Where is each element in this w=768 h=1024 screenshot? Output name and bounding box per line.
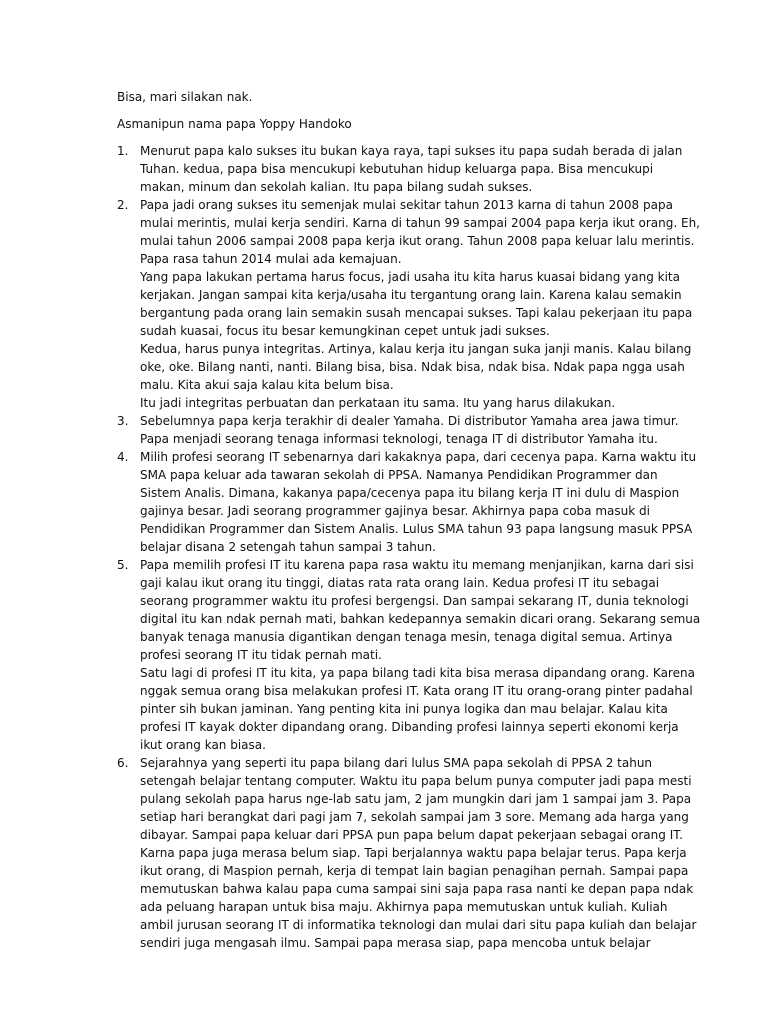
text-line: ikut orang, di Maspion pernah, kerja di tempat lain bagian penagihan pernah. Sampai papa <box>140 864 689 878</box>
text-line: Pendidikan Programmer dan Sistem Analis. Lulus SMA tahun 93 papa langsung masuk PPSA <box>140 522 693 536</box>
text-line: oke, oke. Bilang nanti, nanti. Bilang bisa, bisa. Ndak bisa, ndak bisa. Ndak papa ngga usah <box>140 360 685 374</box>
text-line: setiap hari berangkat dari pagi jam 7, sekolah sampai jam 3 sore. Memang ada harga yang <box>140 810 689 824</box>
text-line: digital itu kan ndak pernah mati, bahkan kedepannya semakin dicari orang. Sekarang semua <box>140 612 701 626</box>
text-line: makan, minum dan sekolah kalian. Itu papa bilang sudah sukses. <box>140 180 533 194</box>
list-item <box>117 556 757 754</box>
numbered-list <box>117 142 757 952</box>
list-item-number: 3. <box>117 414 129 428</box>
text-line: Papa rasa tahun 2014 mulai ada kemajuan. <box>140 252 402 266</box>
text-line: Sejarahnya yang seperti itu papa bilang dari lulus SMA papa sekolah di PPSA 2 tahun <box>140 756 653 770</box>
text-line: ada peluang harapan untuk bisa maju. Akhirnya papa memutuskan untuk kuliah. Kuliah <box>140 900 668 914</box>
text-line: Sebelumnya papa kerja terakhir di dealer Yamaha. Di distributor Yamaha area jawa timur. <box>140 414 679 428</box>
text-line: sudah kuasai, focus itu besar kemungkinan cepet untuk jadi sukses. <box>140 324 550 338</box>
greeting-paragraph: Bisa, mari silakan nak. <box>117 90 253 104</box>
text-line: malu. Kita akui saja kalau kita belum bisa. <box>140 378 394 392</box>
list-item-number: 4. <box>117 450 129 464</box>
text-line: banyak tenaga manusia digantikan dengan tenaga mesin, tenaga digital semua. Artinya <box>140 630 673 644</box>
text-line: ambil jurusan seorang IT di informatika teknologi dan mulai dari situ papa kuliah dan belajar <box>140 918 697 932</box>
text-line: dibayar. Sampai papa keluar dari PPSA pun papa belum dapat pekerjaan sebagai orang IT. <box>140 828 683 842</box>
list-item-number: 2. <box>117 198 129 212</box>
text-line: mulai tahun 2006 sampai 2008 papa kerja ikut orang. Tahun 2008 papa keluar lalu merintis. <box>140 234 695 248</box>
text-line: profesi IT kayak dokter dipandang orang. Dibanding profesi lainnya seperti ekonomi kerja <box>140 720 679 734</box>
text-line: Tuhan. kedua, papa bisa mencukupi kebutuhan hidup keluarga papa. Bisa mencukupi <box>140 162 654 176</box>
list-item-body <box>140 412 679 448</box>
list-item-body <box>140 556 700 754</box>
text-line: pulang sekolah papa harus nge-lab satu jam, 2 jam mungkin dari jam 1 sampai jam 3. Papa <box>140 792 692 806</box>
list-item-body <box>140 448 696 556</box>
list-item-body <box>140 142 682 196</box>
text-line: mulai merintis, mulai kerja sendiri. Karna di tahun 99 sampai 2004 papa kerja ikut orang. Eh, <box>140 216 700 230</box>
list-item <box>117 754 757 952</box>
text-line: Yang papa lakukan pertama harus focus, jadi usaha itu kita harus kuasai bidang yang kita <box>140 270 680 284</box>
name-paragraph: Asmanipun nama papa Yoppy Handoko <box>117 117 352 131</box>
text-line: ikut orang kan biasa. <box>140 738 266 752</box>
text-line: bergantung pada orang lain semakin susah mencapai sukses. Tapi kalau pekerjaan itu papa <box>140 306 693 320</box>
text-line: Papa memilih profesi IT itu karena papa rasa waktu itu memang menjanjikan, karna dari sisi <box>140 558 694 572</box>
text-line: seorang programmer waktu itu profesi bergengsi. Dan sampai sekarang IT, dunia teknologi <box>140 594 689 608</box>
list-item <box>117 142 757 196</box>
text-line: Milih profesi seorang IT sebenarnya dari kakaknya papa, dari cecenya papa. Karna waktu itu <box>140 450 697 464</box>
text-line: Sistem Analis. Dimana, kakanya papa/cecenya papa itu bilang kerja IT ini dulu di Maspion <box>140 486 680 500</box>
list-item-number: 6. <box>117 756 129 770</box>
text-line: sendiri juga mengasah ilmu. Sampai papa merasa siap, papa mencoba untuk belajar <box>140 936 651 950</box>
text-line: setengah belajar tentang computer. Waktu itu papa belum punya computer jadi papa mesti <box>140 774 692 788</box>
text-line: gajinya besar. Jadi seorang programmer gajinya besar. Akhirnya papa coba masuk di <box>140 504 650 518</box>
list-item <box>117 412 757 448</box>
text-line: Papa menjadi seorang tenaga informasi teknologi, tenaga IT di distributor Yamaha itu. <box>140 432 658 446</box>
text-line: gaji kalau ikut orang itu tinggi, diatas rata rata orang lain. Kedua profesi IT itu sebagai <box>140 576 660 590</box>
text-line: memutuskan bahwa kalau papa cuma sampai sini saja papa rasa nanti ke depan papa ndak <box>140 882 694 896</box>
list-item-body <box>140 196 700 412</box>
text-line: SMA papa keluar ada tawaran sekolah di PPSA. Namanya Pendidikan Programmer dan <box>140 468 658 482</box>
text-line: profesi seorang IT itu tidak pernah mati. <box>140 648 382 662</box>
list-item <box>117 448 757 556</box>
text-line: Itu jadi integritas perbuatan dan perkataan itu sama. Itu yang harus dilakukan. <box>140 396 616 410</box>
list-item <box>117 196 757 412</box>
text-line: belajar disana 2 setengah tahun sampai 3 tahun. <box>140 540 436 554</box>
list-item-number: 1. <box>117 144 129 158</box>
text-line: Satu lagi di profesi IT itu kita, ya papa bilang tadi kita bisa merasa dipandang orang. Karena <box>140 666 695 680</box>
text-line: nggak semua orang bisa melakukan profesi IT. Kata orang IT itu orang-orang pinter padahal <box>140 684 693 698</box>
text-line: pinter sih bukan jaminan. Yang penting kita ini punya logika dan mau belajar. Kalau kita <box>140 702 668 716</box>
list-item-number: 5. <box>117 558 129 572</box>
text-line: Menurut papa kalo sukses itu bukan kaya raya, tapi sukses itu papa sudah berada di jalan <box>140 144 683 158</box>
text-line: Papa jadi orang sukses itu semenjak mulai sekitar tahun 2013 karna di tahun 2008 papa <box>140 198 673 212</box>
list-item-body <box>140 754 696 952</box>
text-line: Karna papa juga merasa belum siap. Tapi berjalannya waktu papa belajar terus. Papa kerja <box>140 846 687 860</box>
text-line: kerjakan. Jangan sampai kita kerja/usaha itu tergantung orang lain. Karena kalau semakin <box>140 288 682 302</box>
text-line: Kedua, harus punya integritas. Artinya, kalau kerja itu jangan suka janji manis. Kalau bilang <box>140 342 692 356</box>
